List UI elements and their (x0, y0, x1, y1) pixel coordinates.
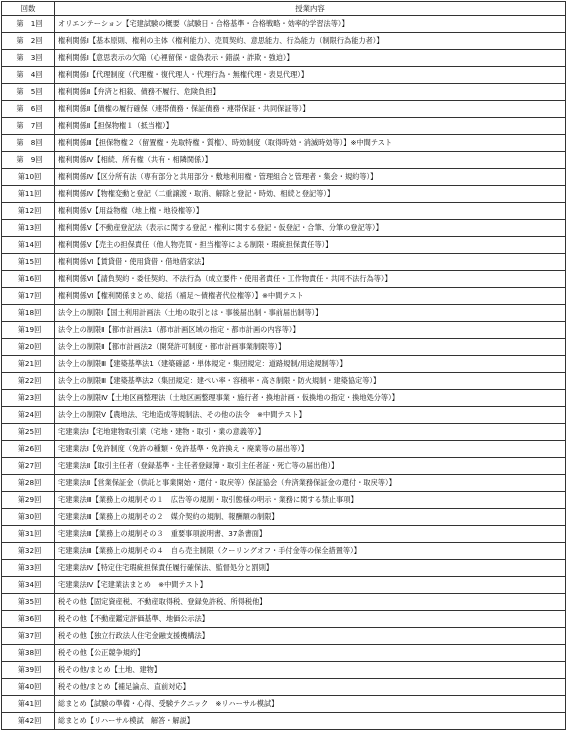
session-number: 第17回 (2, 288, 55, 305)
session-number: 第34回 (2, 577, 55, 594)
session-number: 第37回 (2, 628, 55, 645)
table-row (2, 407, 566, 424)
table-row (2, 611, 566, 628)
session-number: 第 3回 (2, 50, 55, 67)
table-row (2, 271, 566, 288)
session-number: 第14回 (2, 237, 55, 254)
table-row (2, 424, 566, 441)
session-content: 権利関係Ⅱ【弁済と相殺、債務不履行、危険負担】 (55, 84, 566, 101)
session-content: 権利関係Ⅰ【代理制度（代理権・復代理人・代理行為・無権代理・表見代理）】 (55, 67, 566, 84)
table-row (2, 220, 566, 237)
session-number: 第27回 (2, 458, 55, 475)
session-content: 法令上の制限Ⅲ【建築基準法2（集団規定：建ぺい率・容積率・高さ制限・防火規制・建築協定等）】 (55, 373, 566, 390)
session-content: 権利関係Ⅴ【不動産登記法（表示に関する登記・権利に関する登記・仮登記・合筆、分筆の登記等）】 (55, 220, 566, 237)
session-number: 第11回 (2, 186, 55, 203)
table-row (2, 577, 566, 594)
session-content: 宅建業法Ⅲ【業務上の規制その１ 広告等の規制・取引態様の明示・業務に関する禁止事項】 (55, 492, 566, 509)
session-content: 権利関係Ⅵ【賃貸借・使用貸借・借地借家法】 (55, 254, 566, 271)
session-content: 税その他/まとめ【土地、建物】 (55, 662, 566, 679)
session-content: 宅建業法Ⅲ【業務上の規制その４ 自ら売主制限（クーリングオフ・手付金等の保全措置等）】 (55, 543, 566, 560)
session-number: 第 1回 (2, 16, 55, 33)
table-row (2, 339, 566, 356)
table-row (2, 390, 566, 407)
session-number: 第20回 (2, 339, 55, 356)
session-number: 第10回 (2, 169, 55, 186)
session-number: 第19回 (2, 322, 55, 339)
session-number: 第42回 (2, 713, 55, 730)
session-number: 第28回 (2, 475, 55, 492)
table-row (2, 16, 566, 33)
session-number: 第16回 (2, 271, 55, 288)
table-row (2, 322, 566, 339)
session-content: 宅建業法Ⅳ【特定住宅瑕疵担保責任履行確保法、監督処分と罰則】 (55, 560, 566, 577)
table-row (2, 441, 566, 458)
session-number: 第40回 (2, 679, 55, 696)
session-number: 第35回 (2, 594, 55, 611)
session-content: 権利関係Ⅵ【権利関係まとめ、総括（補足～債権者代位権等）】※中間テスト (55, 288, 566, 305)
session-content: 法令上の制限Ⅱ【都市計画法2（開発許可制度・都市計画事業制限等）】 (55, 339, 566, 356)
schedule-table (1, 1, 566, 730)
session-number: 第25回 (2, 424, 55, 441)
table-row (2, 713, 566, 730)
session-number: 第26回 (2, 441, 55, 458)
session-content: 宅建業法Ⅰ【免許制度（免許の種類・免許基準・免許換え・廃業等の届出等）】 (55, 441, 566, 458)
session-number: 第 7回 (2, 118, 55, 135)
session-content: 法令上の制限Ⅳ【土地区画整理法（土地区画整理事業・施行者・換地計画・仮換地の指定・換地処分等）】 (55, 390, 566, 407)
session-number: 第33回 (2, 560, 55, 577)
session-content: 法令上の制限Ⅴ【農地法、宅地造成等規制法、その他の法令 ※中間テスト】 (55, 407, 566, 424)
session-number: 第13回 (2, 220, 55, 237)
session-content: 総まとめ【試験の準備・心得、受験テクニック ※リハーサル模試】 (55, 696, 566, 713)
table-row (2, 526, 566, 543)
table-row (2, 356, 566, 373)
table-row (2, 645, 566, 662)
session-content: 権利関係Ⅳ【相続、所有権（共有・相隣関係）】 (55, 152, 566, 169)
header-number: 回数 (2, 2, 55, 16)
table-row (2, 373, 566, 390)
table-row (2, 305, 566, 322)
session-content: 権利関係Ⅴ【売主の担保責任（他人物売買・担当権等による制限・瑕疵担保責任等）】 (55, 237, 566, 254)
session-number: 第23回 (2, 390, 55, 407)
session-number: 第 4回 (2, 67, 55, 84)
table-row (2, 288, 566, 305)
session-number: 第38回 (2, 645, 55, 662)
session-number: 第32回 (2, 543, 55, 560)
session-content: 権利関係Ⅳ【物権変動と登記（二重譲渡・取消、解除と登記・時効、相続と登記等）】 (55, 186, 566, 203)
table-row (2, 152, 566, 169)
session-content: 権利関係Ⅱ【担保物権１（抵当権）】 (55, 118, 566, 135)
session-number: 第31回 (2, 526, 55, 543)
session-content: 税その他【独立行政法人住宅金融支援機構法】 (55, 628, 566, 645)
session-number: 第 2回 (2, 33, 55, 50)
session-number: 第12回 (2, 203, 55, 220)
table-row (2, 458, 566, 475)
table-row (2, 254, 566, 271)
session-content: 法令上の制限Ⅰ【国土利用計画法（土地の取引とは・事後届出制・事前届出制等）】 (55, 305, 566, 322)
table-row (2, 475, 566, 492)
table-row (2, 560, 566, 577)
session-content: 権利関係Ⅵ【請負契約・委任契約、不法行為（成立要件・使用者責任・工作物責任・共同不法行為等）】 (55, 271, 566, 288)
session-number: 第41回 (2, 696, 55, 713)
session-content: 宅建業法Ⅱ【営業保証金（供託と事業開始・還付・取戻等）保証協会（弁済業務保証金の還付・取戻等）】 (55, 475, 566, 492)
table-row (2, 543, 566, 560)
table-row (2, 135, 566, 152)
session-content: 権利関係Ⅴ【用益物権（地上権・地役権等）】 (55, 203, 566, 220)
session-content: 税その他【公正競争規約】 (55, 645, 566, 662)
session-content: 権利関係Ⅳ【区分所有法（専有部分と共用部分・敷地利用権・管理組合と管理者・集会・規約等）】 (55, 169, 566, 186)
header-row (2, 2, 566, 16)
session-content: 宅建業法Ⅰ【宅地建物取引業（宅地・建物・取引・業の意義等）】 (55, 424, 566, 441)
table-row (2, 203, 566, 220)
table-row (2, 492, 566, 509)
session-number: 第15回 (2, 254, 55, 271)
session-number: 第24回 (2, 407, 55, 424)
table-row (2, 628, 566, 645)
session-content: 権利関係Ⅰ【意思表示の欠陥（心裡留保・虚偽表示・錯誤・詐欺・強迫）】 (55, 50, 566, 67)
session-number: 第22回 (2, 373, 55, 390)
table-row (2, 679, 566, 696)
session-content: 法令上の制限Ⅲ【建築基準法1（建築確認・単体規定・集団規定：道路規制/用途規制等）】 (55, 356, 566, 373)
session-number: 第 8回 (2, 135, 55, 152)
session-content: 総まとめ【リハーサル模試 解答・解説】 (55, 713, 566, 730)
table-row (2, 101, 566, 118)
header-content: 授業内容 (55, 2, 566, 16)
session-content: 税その他【固定資産税、不動産取得税、登録免許税、所得税他】 (55, 594, 566, 611)
session-content: 税その他/まとめ【補足論点、直前対応】 (55, 679, 566, 696)
session-number: 第30回 (2, 509, 55, 526)
session-number: 第18回 (2, 305, 55, 322)
session-content: 権利関係Ⅲ【担保物権２（留置権・先取特権・質権）、時効制度（取得時効・消滅時効等）】※中間テスト (55, 135, 566, 152)
table-row (2, 186, 566, 203)
session-content: 権利関係Ⅱ【債権の履行確保（連帯債務・保証債務・連帯保証・共同保証等）】 (55, 101, 566, 118)
session-number: 第21回 (2, 356, 55, 373)
session-content: 法令上の制限Ⅱ【都市計画法1（都市計画区域の指定・都市計画の内容等）】 (55, 322, 566, 339)
table-row (2, 662, 566, 679)
session-number: 第29回 (2, 492, 55, 509)
session-number: 第 6回 (2, 101, 55, 118)
session-content: 宅建業法Ⅱ【取引主任者（登録基準・主任者登録簿・取引主任者証・死亡等の届出他）】 (55, 458, 566, 475)
table-row (2, 169, 566, 186)
session-content: 宅建業法Ⅲ【業務上の規制その３ 重要事項説明書、37条書面】 (55, 526, 566, 543)
session-content: 権利関係Ⅰ【基本原則、権利の主体（権利能力）、売買契約、意思能力、行為能力（制限行為能力者）】 (55, 33, 566, 50)
table-row (2, 33, 566, 50)
table-row (2, 67, 566, 84)
table-row (2, 594, 566, 611)
table-row (2, 509, 566, 526)
table-row (2, 118, 566, 135)
session-number: 第 5回 (2, 84, 55, 101)
session-content: 宅建業法Ⅳ【宅建業法まとめ ※中間テスト】 (55, 577, 566, 594)
schedule-body (2, 16, 566, 730)
session-number: 第36回 (2, 611, 55, 628)
table-row (2, 50, 566, 67)
table-row (2, 237, 566, 254)
session-content: 宅建業法Ⅲ【業務上の規制その２ 媒介契約の規制、報酬額の制限】 (55, 509, 566, 526)
session-number: 第 9回 (2, 152, 55, 169)
table-row (2, 696, 566, 713)
session-content: オリエンテーション【宅建試験の概要（試験日・合格基準・合格戦略・効率的学習法等）】 (55, 16, 566, 33)
session-number: 第39回 (2, 662, 55, 679)
table-row (2, 84, 566, 101)
session-content: 税その他【不動産鑑定評価基準、地価公示法】 (55, 611, 566, 628)
